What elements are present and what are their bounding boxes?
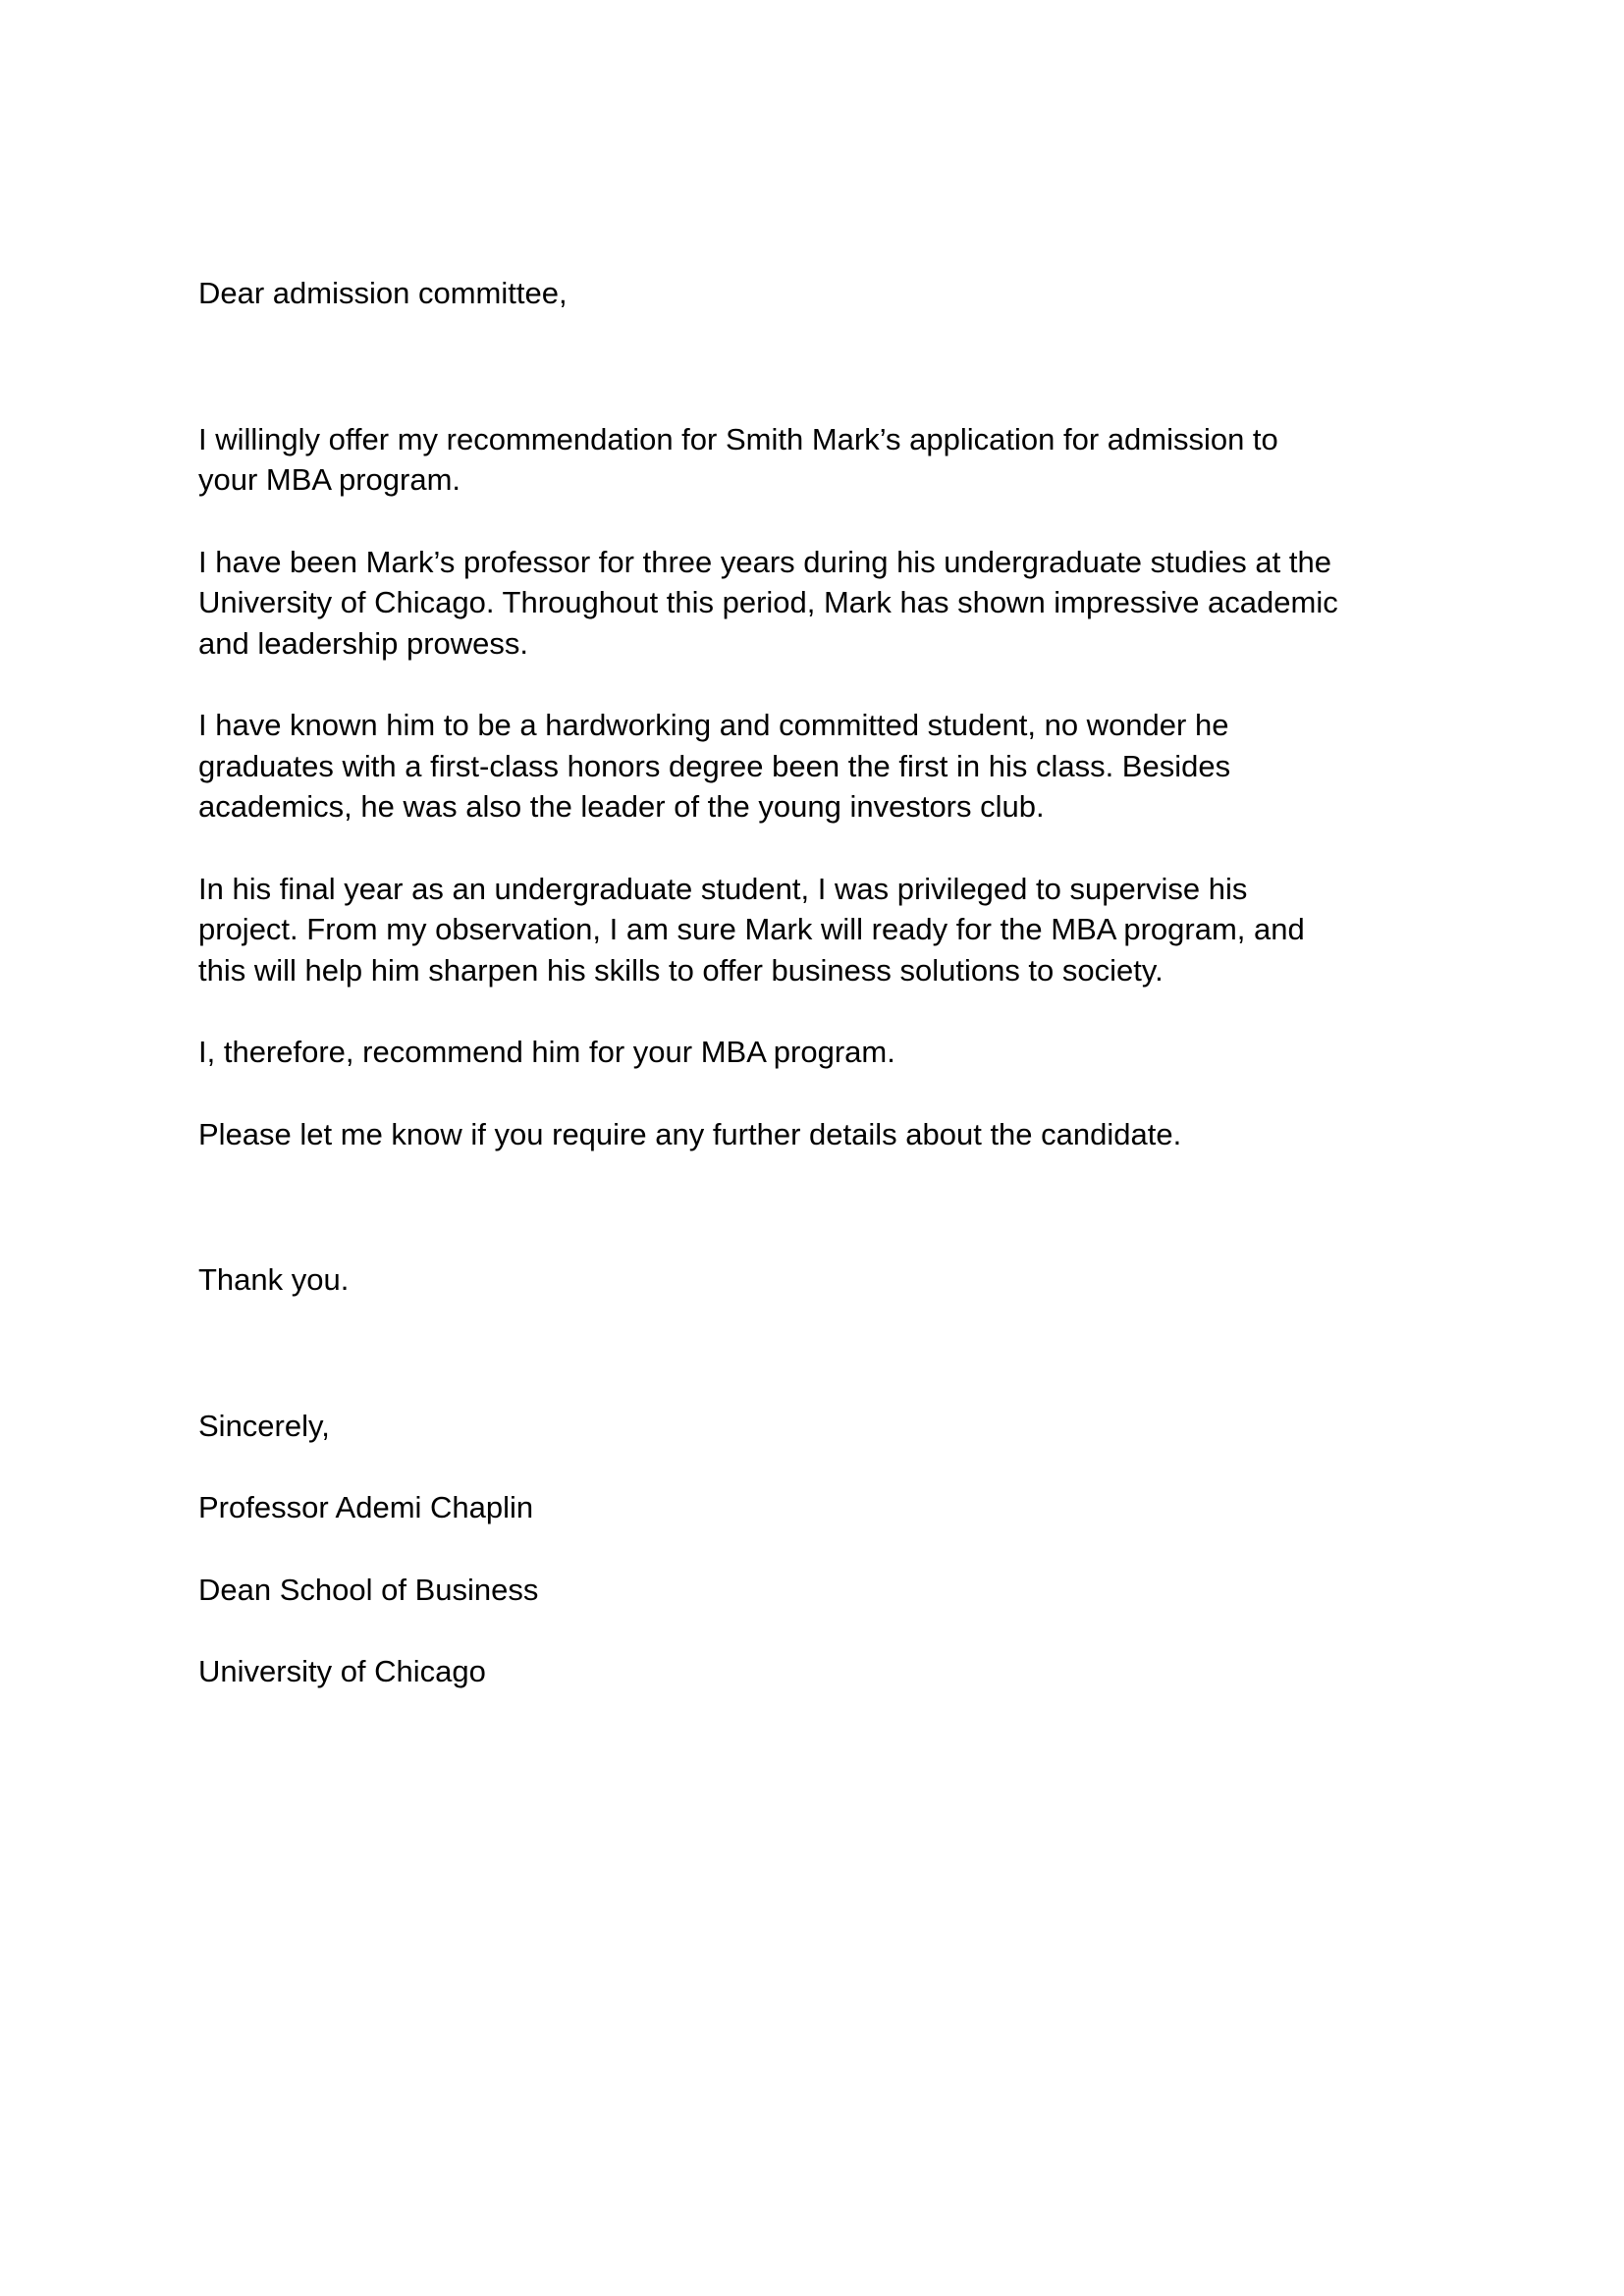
paragraph-line: I have known him to be a hardworking and committed student, no wonder he	[198, 708, 1229, 742]
paragraph-recommendation-offer	[198, 419, 1465, 501]
paragraph-line: I willingly offer my recommendation for Smith Mark’s application for admission to	[198, 421, 1278, 456]
paragraph-line: I, therefore, recommend him for your MBA program.	[198, 1035, 895, 1069]
paragraph-line: University of Chicago. Throughout this period, Mark has shown impressive academic	[198, 585, 1338, 619]
signature-title: Dean School of Business	[198, 1572, 539, 1607]
paragraph-relationship	[198, 542, 1465, 665]
paragraph-line: graduates with a first-class honors degree been the first in his class. Besides	[198, 748, 1231, 783]
paragraph-line: In his final year as an undergraduate student, I was privileged to supervise his	[198, 871, 1248, 906]
paragraph-line: your MBA program.	[198, 462, 461, 497]
signoff: Sincerely,	[198, 1408, 330, 1443]
paragraph-final-year	[198, 869, 1465, 991]
signature-name: Professor Ademi Chaplin	[198, 1490, 534, 1524]
salutation: Dear admission committee,	[198, 276, 568, 310]
paragraph-line: Please let me know if you require any further details about the candidate.	[198, 1116, 1182, 1151]
paragraph-line: I have been Mark’s professor for three years during his undergraduate studies at the	[198, 544, 1331, 579]
paragraph-line: project. From my observation, I am sure Mark will ready for the MBA program, and	[198, 912, 1305, 946]
paragraph-recommendation	[198, 1032, 1465, 1073]
paragraph-line: this will help him sharpen his skills to offer business solutions to society.	[198, 952, 1164, 988]
paragraph-line: academics, he was also the leader of the young investors club.	[198, 789, 1045, 824]
paragraph-line: and leadership prowess.	[198, 625, 529, 661]
letter-body	[198, 273, 1465, 1692]
paragraph-character	[198, 705, 1465, 828]
thank-you-line: Thank you.	[198, 1262, 350, 1297]
paragraph-further-details	[198, 1114, 1465, 1155]
signature-institution: University of Chicago	[198, 1654, 486, 1688]
